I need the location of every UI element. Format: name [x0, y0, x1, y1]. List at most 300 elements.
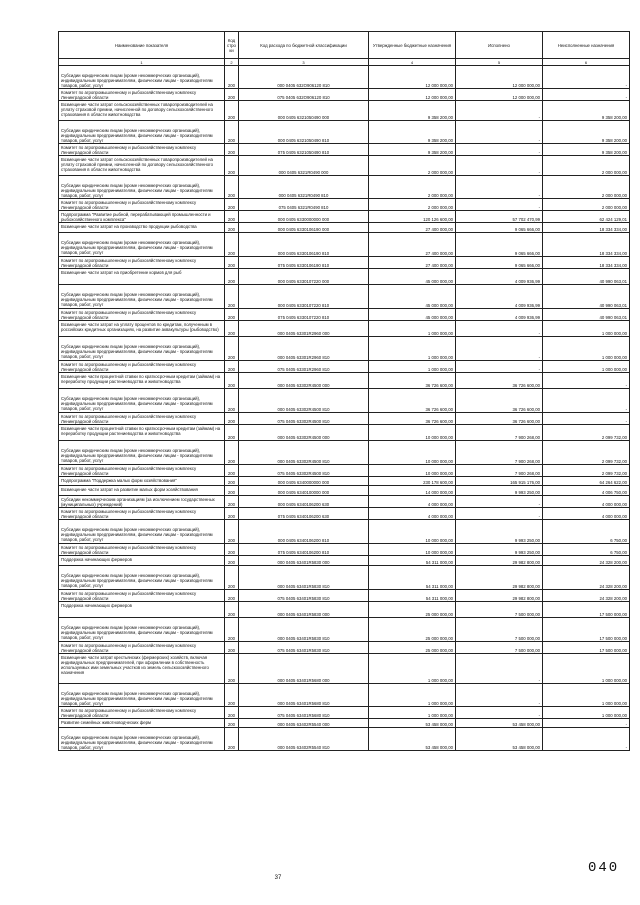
row-name: Субсидии юридическим лицам (кроме некоммерческих организаций), индивидуальным предпринимателям, физическим лицам - производителям товаров, работ, услуг [59, 176, 225, 199]
row-unexecuted: 40 990 063,01 [543, 285, 630, 309]
row-name: Субсидии юридическим лицам (кроме некоммерческих организаций), индивидуальным предпринимателям, физическим лицам - производителям товаров, работ, услуг [59, 728, 225, 751]
row-budget-code: 075 0405 63301R2960 810 [239, 361, 369, 373]
row-executed: - [456, 199, 543, 211]
row-executed: 57 702 470,99 [456, 211, 543, 223]
row-approved: 230 178 600,00 [369, 477, 456, 486]
row-name: Комитет по агропромышленному и рыбохозяйственному комплексу Ленинградской области [59, 199, 225, 211]
row-line-code: 200 [225, 465, 239, 477]
row-budget-code: 075 0405 6340106200 810 [239, 544, 369, 556]
row-name: Комитет по агропромышленному и рыбохозяйственному комплексу Ленинградской области [59, 144, 225, 156]
row-approved: 10 000 000,00 [369, 544, 456, 556]
table-row [59, 728, 630, 751]
row-unexecuted: 6 750,00 [543, 544, 630, 556]
row-line-code: 200 [225, 269, 239, 285]
row-unexecuted: 6 750,00 [543, 520, 630, 544]
table-row [59, 101, 630, 121]
row-executed: - [456, 508, 543, 520]
row-line-code: 200 [225, 309, 239, 321]
table-row [59, 477, 630, 486]
row-budget-code: 000 0405 6321R0490 810 [239, 176, 369, 199]
row-executed: - [456, 144, 543, 156]
row-name: Комитет по агропромышленному и рыбохозяйственному комплексу Ленинградской области [59, 465, 225, 477]
row-unexecuted: 17 500 000,00 [543, 602, 630, 618]
row-budget-code: 000 0405 63302R4500 000 [239, 425, 369, 441]
row-executed: 12 000 000,00 [456, 89, 543, 101]
col-number: 4 [369, 59, 456, 66]
row-approved: 36 726 600,00 [369, 413, 456, 425]
row-budget-code: 000 0405 6321R0490 000 [239, 156, 369, 176]
col-number: 2 [225, 59, 239, 66]
row-approved: 45 000 000,00 [369, 309, 456, 321]
table-row [59, 199, 630, 211]
table-row [59, 223, 630, 233]
table-row [59, 176, 630, 199]
row-unexecuted: 18 334 334,00 [543, 233, 630, 257]
row-approved: 4 000 000,00 [369, 508, 456, 520]
row-budget-code: 075 0405 63401R5680 810 [239, 707, 369, 719]
table-row [59, 602, 630, 618]
row-unexecuted: 2 099 732,00 [543, 425, 630, 441]
row-unexecuted: 17 500 000,00 [543, 642, 630, 654]
table-row [59, 211, 630, 223]
row-budget-code: 075 0405 6340106200 630 [239, 508, 369, 520]
row-executed: - [456, 176, 543, 199]
row-budget-code: 000 0405 6340100000 000 [239, 486, 369, 496]
row-approved: 4 000 000,00 [369, 496, 456, 508]
report-sheet [58, 31, 629, 751]
row-budget-code: 000 0405 6330000000 000 [239, 211, 369, 223]
row-unexecuted: 40 990 063,01 [543, 309, 630, 321]
row-line-code: 200 [225, 618, 239, 642]
row-executed: 12 000 000,00 [456, 66, 543, 89]
row-approved: 1 000 000,00 [369, 684, 456, 707]
row-budget-code: 000 0405 63402R5540 000 [239, 719, 369, 728]
table-row [59, 156, 630, 176]
row-approved: 2 000 000,00 [369, 199, 456, 211]
row-budget-code: 000 0405 63401R5830 000 [239, 556, 369, 566]
row-approved: 9 358 200,00 [369, 101, 456, 121]
row-name: Возмещение части затрат сельскохозяйственных товаропроизводителей на уплату страховой премии, начисленной по договору сельскохозяйственного страхования в области животноводства [59, 101, 225, 121]
row-budget-code: 075 0405 6330107220 810 [239, 309, 369, 321]
row-executed: 9 065 666,00 [456, 223, 543, 233]
table-row [59, 89, 630, 101]
row-executed: 4 009 936,99 [456, 285, 543, 309]
table-row [59, 719, 630, 728]
table-row [59, 590, 630, 602]
table-row [59, 618, 630, 642]
row-approved: 12 000 000,00 [369, 66, 456, 89]
row-line-code: 200 [225, 361, 239, 373]
row-approved: 27 400 000,00 [369, 233, 456, 257]
row-executed: 7 900 268,00 [456, 465, 543, 477]
row-unexecuted: 24 328 200,00 [543, 566, 630, 590]
row-approved: 10 000 000,00 [369, 465, 456, 477]
row-budget-code: 000 0405 63401R5680 000 [239, 654, 369, 684]
row-budget-code: 075 0405 6330106190 810 [239, 257, 369, 269]
table-row [59, 233, 630, 257]
row-unexecuted: 1 000 000,00 [543, 321, 630, 337]
row-unexecuted: 9 358 200,00 [543, 101, 630, 121]
row-name: Субсидии юридическим лицам (кроме некоммерческих организаций), индивидуальным предпринимателям, физическим лицам - производителям товаров, работ, услуг [59, 566, 225, 590]
header-row [59, 32, 630, 59]
row-budget-code: 000 0405 6321050490 000 [239, 101, 369, 121]
table-row [59, 425, 630, 441]
row-unexecuted: 24 328 200,00 [543, 590, 630, 602]
row-budget-code: 000 0405 63401R5680 810 [239, 684, 369, 707]
row-approved: 27 400 000,00 [369, 223, 456, 233]
row-line-code: 200 [225, 520, 239, 544]
row-name: Субсидии юридическим лицам (кроме некоммерческих организаций), индивидуальным предпринимателям, физическим лицам - производителям товаров, работ, услуг [59, 389, 225, 413]
row-approved: 27 400 000,00 [369, 257, 456, 269]
row-unexecuted: - [543, 719, 630, 728]
row-executed: 29 982 800,00 [456, 556, 543, 566]
row-executed: 36 726 600,00 [456, 413, 543, 425]
row-name: Комитет по агропромышленному и рыбохозяйственному комплексу Ленинградской области [59, 707, 225, 719]
row-line-code: 200 [225, 496, 239, 508]
row-unexecuted: 1 000 000,00 [543, 684, 630, 707]
row-line-code: 200 [225, 389, 239, 413]
row-unexecuted: 2 000 000,00 [543, 156, 630, 176]
row-name: Развитие семейных животноводческих ферм [59, 719, 225, 728]
row-executed: - [456, 156, 543, 176]
row-name: Субсидии юридическим лицам (кроме некоммерческих организаций), индивидуальным предпринимателям, физическим лицам - производителям товаров, работ, услуг [59, 441, 225, 465]
table-row [59, 361, 630, 373]
row-approved: 1 000 000,00 [369, 707, 456, 719]
row-budget-code: 000 0405 63302R4500 810 [239, 441, 369, 465]
row-executed: - [456, 496, 543, 508]
table-row [59, 337, 630, 361]
row-line-code: 200 [225, 477, 239, 486]
col-number: 1 [59, 59, 225, 66]
table-row [59, 486, 630, 496]
row-executed: 7 900 268,00 [456, 441, 543, 465]
row-approved: 54 311 000,00 [369, 590, 456, 602]
row-unexecuted: 62 424 129,01 [543, 211, 630, 223]
row-approved: 9 358 200,00 [369, 121, 456, 144]
row-executed: 29 982 800,00 [456, 566, 543, 590]
row-approved: 14 000 000,00 [369, 486, 456, 496]
row-approved: 54 311 000,00 [369, 566, 456, 590]
row-approved: 53 458 000,00 [369, 719, 456, 728]
row-executed: 7 500 000,00 [456, 618, 543, 642]
row-name: Возмещение части процентной ставки по краткосрочным кредитам (займам) на переработку продукции растениеводства и животноводства [59, 373, 225, 389]
row-executed: 7 500 000,00 [456, 602, 543, 618]
row-line-code: 200 [225, 223, 239, 233]
row-name: Субсидии юридическим лицам (кроме некоммерческих организаций), индивидуальным предпринимателям, физическим лицам - производителям товаров, работ, услуг [59, 684, 225, 707]
row-line-code: 200 [225, 707, 239, 719]
table-row [59, 544, 630, 556]
row-name: Возмещение части затрат на уплату процентов по кредитам, полученным в российских кредитных организациях, на развитие аквакультуры (рыбоводство) [59, 321, 225, 337]
row-budget-code: 000 0405 63402R5540 810 [239, 728, 369, 751]
row-name: Субсидии юридическим лицам (кроме некоммерческих организаций), индивидуальным предпринимателям, физическим лицам - производителям товаров, работ, услуг [59, 337, 225, 361]
row-executed: - [456, 337, 543, 361]
row-approved: 53 458 000,00 [369, 728, 456, 751]
row-executed: - [456, 321, 543, 337]
row-budget-code: 000 0405 6340106200 630 [239, 496, 369, 508]
row-name: Субсидии юридическим лицам (кроме некоммерческих организаций), индивидуальным предпринимателям, физическим лицам - производителям товаров, работ, услуг [59, 233, 225, 257]
row-approved: 45 000 000,00 [369, 269, 456, 285]
row-approved: 1 000 000,00 [369, 321, 456, 337]
row-executed: 53 458 000,00 [456, 728, 543, 751]
row-budget-code: 075 0405 63302R4500 810 [239, 413, 369, 425]
row-name: Подпрограмма "Поддержка малых форм хозяйствования" [59, 477, 225, 486]
row-name: Субсидии юридическим лицам (кроме некоммерческих организаций), индивидуальным предпринимателям, физическим лицам - производителям товаров, работ, услуг [59, 520, 225, 544]
row-line-code: 200 [225, 373, 239, 389]
row-name: Возмещение части затрат на развитие малых форм хозяйствования [59, 486, 225, 496]
row-line-code: 200 [225, 321, 239, 337]
row-unexecuted: 64 264 622,00 [543, 477, 630, 486]
row-line-code: 200 [225, 602, 239, 618]
table-row [59, 285, 630, 309]
row-budget-code: 075 0405 63401R5830 810 [239, 642, 369, 654]
row-name: Возмещение части затрат на приобретение кормов для рыб [59, 269, 225, 285]
row-budget-code: 000 0405 6330106190 810 [239, 233, 369, 257]
row-line-code: 200 [225, 66, 239, 89]
row-budget-code: 000 0405 63302R4500 000 [239, 373, 369, 389]
row-name: Комитет по агропромышленному и рыбохозяйственному комплексу Ленинградской области [59, 257, 225, 269]
row-line-code: 200 [225, 544, 239, 556]
row-line-code: 200 [225, 486, 239, 496]
row-executed: - [456, 707, 543, 719]
col-number: 3 [239, 59, 369, 66]
header-name: Наименование показателя [59, 32, 225, 59]
row-unexecuted: 2 099 732,00 [543, 441, 630, 465]
row-executed: 4 009 936,99 [456, 269, 543, 285]
table-row [59, 684, 630, 707]
col-number: 5 [456, 59, 543, 66]
table-body [59, 66, 630, 751]
row-executed: 29 982 800,00 [456, 590, 543, 602]
row-executed: 53 458 000,00 [456, 719, 543, 728]
row-line-code: 200 [225, 233, 239, 257]
row-budget-code: 075 0405 63401R5830 810 [239, 590, 369, 602]
row-line-code: 200 [225, 156, 239, 176]
header-approved: Утвержденные бюджетные назначения [369, 32, 456, 59]
row-line-code: 200 [225, 508, 239, 520]
row-name: Комитет по агропромышленному и рыбохозяйственному комплексу Ленинградской области [59, 508, 225, 520]
table-row [59, 707, 630, 719]
table-row [59, 309, 630, 321]
row-line-code: 200 [225, 425, 239, 441]
header-budget-code: Код расхода по бюджетной классификации [239, 32, 369, 59]
row-budget-code: 000 0405 6321050490 810 [239, 121, 369, 144]
row-name: Комитет по агропромышленному и рыбохозяйственному комплексу Ленинградской области [59, 544, 225, 556]
table-row [59, 520, 630, 544]
row-executed: 36 726 600,00 [456, 373, 543, 389]
row-name: Субсидии юридическим лицам (кроме некоммерческих организаций), индивидуальным предпринимателям, физическим лицам - производителям товаров, работ, услуг [59, 121, 225, 144]
row-line-code: 200 [225, 728, 239, 751]
row-budget-code: 000 0405 63401R5830 000 [239, 602, 369, 618]
row-unexecuted: 4 006 750,00 [543, 486, 630, 496]
row-executed: 9 065 666,00 [456, 233, 543, 257]
row-executed: - [456, 361, 543, 373]
row-name: Комитет по агропромышленному и рыбохозяйственному комплексу Ленинградской области [59, 89, 225, 101]
row-line-code: 200 [225, 199, 239, 211]
table-row [59, 654, 630, 684]
row-name: Субсидии юридическим лицам (кроме некоммерческих организаций), индивидуальным предпринимателям, физическим лицам - производителям товаров, работ, услуг [59, 66, 225, 89]
row-budget-code: 075 0405 6321050490 810 [239, 144, 369, 156]
row-approved: 2 000 000,00 [369, 156, 456, 176]
row-name: Комитет по агропромышленному и рыбохозяйственному комплексу Ленинградской области [59, 590, 225, 602]
column-number-row [59, 59, 630, 66]
row-unexecuted: 2 000 000,00 [543, 176, 630, 199]
row-unexecuted: 24 328 200,00 [543, 556, 630, 566]
row-name: Возмещение части затрат крестьянских (фермерских) хозяйств, включая индивидуальных предпринимателей, при оформлении в собственность используемых ими земельных участков из земель сельскохозяйственного назначения [59, 654, 225, 684]
row-executed: - [456, 654, 543, 684]
table-row [59, 257, 630, 269]
row-line-code: 200 [225, 89, 239, 101]
header-executed: Исполнено [456, 32, 543, 59]
header-line-code: Код стро ки [225, 32, 239, 59]
row-line-code: 200 [225, 719, 239, 728]
row-approved: 1 000 000,00 [369, 337, 456, 361]
row-executed: - [456, 101, 543, 121]
row-unexecuted: 2 099 732,00 [543, 465, 630, 477]
row-unexecuted: 4 000 000,00 [543, 496, 630, 508]
table-row [59, 121, 630, 144]
row-unexecuted: 40 990 063,01 [543, 269, 630, 285]
row-name: Субсидии юридическим лицам (кроме некоммерческих организаций), индивидуальным предпринимателям, физическим лицам - производителям товаров, работ, услуг [59, 618, 225, 642]
row-unexecuted: - [543, 389, 630, 413]
table-row [59, 566, 630, 590]
row-line-code: 200 [225, 144, 239, 156]
row-budget-code: 000 0405 6330106190 000 [239, 223, 369, 233]
row-budget-code: 000 0405 63302R4500 810 [239, 389, 369, 413]
row-line-code: 200 [225, 566, 239, 590]
row-executed: 165 915 176,00 [456, 477, 543, 486]
row-approved: 120 126 600,00 [369, 211, 456, 223]
row-budget-code: 000 0405 63301R2960 810 [239, 337, 369, 361]
table-row [59, 496, 630, 508]
row-line-code: 200 [225, 642, 239, 654]
row-line-code: 200 [225, 101, 239, 121]
row-unexecuted: 1 000 000,00 [543, 707, 630, 719]
row-name: Комитет по агропромышленному и рыбохозяйственному комплексу Ленинградской области [59, 642, 225, 654]
row-approved: 1 000 000,00 [369, 654, 456, 684]
row-unexecuted: - [543, 413, 630, 425]
row-approved: 45 000 000,00 [369, 285, 456, 309]
row-budget-code: 000 0405 6340000000 000 [239, 477, 369, 486]
row-budget-code: 000 0405 6340106200 810 [239, 520, 369, 544]
row-line-code: 200 [225, 337, 239, 361]
row-unexecuted: 9 358 200,00 [543, 144, 630, 156]
row-name: Возмещение части затрат сельскохозяйственных товаропроизводителей на уплату страховой премии, начисленной по договору сельскохозяйственного страхования в области животноводства [59, 156, 225, 176]
row-line-code: 200 [225, 654, 239, 684]
row-executed: 4 009 936,99 [456, 309, 543, 321]
row-line-code: 200 [225, 121, 239, 144]
row-budget-code: 075 0405 6321R0490 810 [239, 199, 369, 211]
row-line-code: 200 [225, 285, 239, 309]
row-name: Возмещение части процентной ставки по краткосрочным кредитам (займам) на переработку продукции растениеводства и животноводства [59, 425, 225, 441]
row-line-code: 200 [225, 441, 239, 465]
row-executed: 9 993 250,00 [456, 486, 543, 496]
table-row [59, 66, 630, 89]
row-name: Поддержка начинающих фермеров [59, 556, 225, 566]
row-executed: - [456, 121, 543, 144]
row-approved: 10 000 000,00 [369, 441, 456, 465]
row-unexecuted: 9 358 200,00 [543, 121, 630, 144]
col-number: 6 [543, 59, 630, 66]
row-approved: 36 726 600,00 [369, 373, 456, 389]
budget-table [58, 31, 630, 751]
row-unexecuted: 2 000 000,00 [543, 199, 630, 211]
row-name: Комитет по агропромышленному и рыбохозяйственному комплексу Ленинградской области [59, 413, 225, 425]
row-name: Комитет по агропромышленному и рыбохозяйственному комплексу Ленинградской области [59, 309, 225, 321]
row-approved: 25 000 000,00 [369, 642, 456, 654]
row-executed: 36 726 600,00 [456, 389, 543, 413]
row-unexecuted: 4 000 000,00 [543, 508, 630, 520]
row-executed: 9 993 250,00 [456, 520, 543, 544]
row-budget-code: 000 0405 632О906120 810 [239, 66, 369, 89]
row-line-code: 200 [225, 176, 239, 199]
table-row [59, 556, 630, 566]
table-row [59, 508, 630, 520]
row-unexecuted: 18 334 334,00 [543, 257, 630, 269]
row-line-code: 200 [225, 413, 239, 425]
row-name: Комитет по агропромышленному и рыбохозяйственному комплексу Ленинградской области [59, 361, 225, 373]
row-budget-code: 000 0405 6330107220 000 [239, 269, 369, 285]
row-approved: 36 726 600,00 [369, 389, 456, 413]
row-approved: 25 000 000,00 [369, 602, 456, 618]
row-line-code: 200 [225, 556, 239, 566]
row-approved: 10 000 000,00 [369, 520, 456, 544]
row-name: Субсидии некоммерческим организациям (за исключением государственных (муниципальных) учреждений) [59, 496, 225, 508]
row-name: Подпрограмма "Развитие рыбной, перерабатывающей промышленности и рыбохозяйственного комплекса" [59, 211, 225, 223]
header-unexecuted: Неисполненные назначения [543, 32, 630, 59]
row-unexecuted: - [543, 89, 630, 101]
table-row [59, 441, 630, 465]
row-unexecuted: 1 000 000,00 [543, 654, 630, 684]
row-budget-code: 000 0405 6330107220 810 [239, 285, 369, 309]
table-row [59, 413, 630, 425]
row-approved: 2 000 000,00 [369, 176, 456, 199]
row-name: Поддержка начинающих фермеров [59, 602, 225, 618]
row-line-code: 200 [225, 211, 239, 223]
table-row [59, 144, 630, 156]
row-approved: 9 358 200,00 [369, 144, 456, 156]
row-approved: 25 000 000,00 [369, 618, 456, 642]
row-executed: 7 500 000,00 [456, 642, 543, 654]
row-approved: 10 000 000,00 [369, 425, 456, 441]
row-line-code: 200 [225, 590, 239, 602]
row-executed: 7 900 268,00 [456, 425, 543, 441]
row-approved: 54 311 000,00 [369, 556, 456, 566]
table-row [59, 321, 630, 337]
row-budget-code: 000 0405 63301R2960 000 [239, 321, 369, 337]
table-row [59, 269, 630, 285]
row-approved: 1 000 000,00 [369, 361, 456, 373]
row-unexecuted: - [543, 66, 630, 89]
row-name: Субсидии юридическим лицам (кроме некоммерческих организаций), индивидуальным предпринимателям, физическим лицам - производителям товаров, работ, услуг [59, 285, 225, 309]
row-unexecuted: - [543, 728, 630, 751]
row-budget-code: 000 0405 63401R5830 810 [239, 566, 369, 590]
row-unexecuted: 17 500 000,00 [543, 618, 630, 642]
row-unexecuted: - [543, 373, 630, 389]
sheet-stamp: 040 [588, 860, 620, 876]
page-number: 37 [274, 875, 282, 881]
row-budget-code: 075 0405 63302R4500 810 [239, 465, 369, 477]
row-executed: 9 065 666,00 [456, 257, 543, 269]
table-row [59, 465, 630, 477]
row-approved: 12 000 000,00 [369, 89, 456, 101]
row-executed: - [456, 684, 543, 707]
row-executed: 9 993 250,00 [456, 544, 543, 556]
row-unexecuted: 1 000 000,00 [543, 361, 630, 373]
table-row [59, 373, 630, 389]
row-name: Возмещение части затрат на производство продукции рыбоводства [59, 223, 225, 233]
row-unexecuted: 1 000 000,00 [543, 337, 630, 361]
table-row [59, 642, 630, 654]
